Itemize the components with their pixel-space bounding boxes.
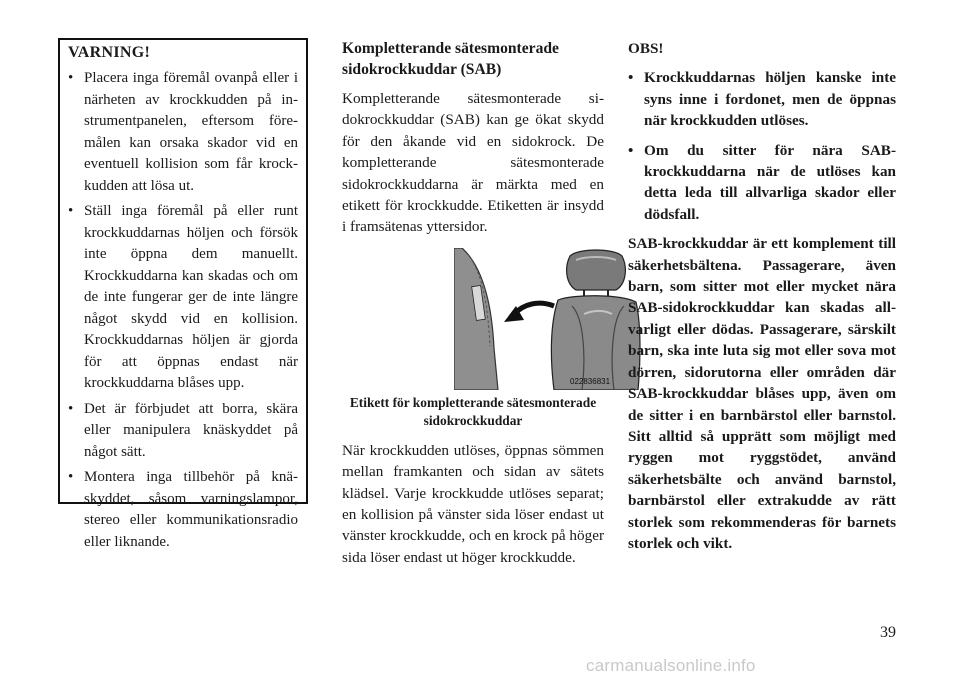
seat-illustration	[454, 248, 644, 390]
deploy-paragraph: När krockkudden utlöses, öppnas sömmen mellan framkanten och sidan av sätets klädsel. Varje krockkudde utlöses separat; en kollision på vänster sida löser endast ut vänster krockkudde, och en krock på höger sida löser endast ut höger krockkudde.	[342, 441, 604, 566]
watermark: carmanualsonline.info	[586, 656, 756, 675]
warning-item: • Ställ inga föremål på eller runt krockkuddarnas höljen och försök inte öppna dem manuellt. Krockkuddarna kan skadas och om de inte fungerar ger de inte längre något skydd vid en kollision. Krockkuddarnas höljen är gjorda för att öppnas endast när krockkuddarna blåses upp.	[68, 201, 298, 395]
warning-item: • Det är förbjudet att borra, skära eller manipulera knäskyddet på något sätt.	[68, 399, 298, 464]
right-column	[628, 38, 896, 554]
warning-item: • Placera inga föremål ovanpå eller i närheten av krockkudden på instrumentpanelen, eftersom föremålen kan orsaka skador vid en eventuell kollision som får krockkudden att lösa ut.	[68, 68, 298, 197]
middle-column	[342, 38, 611, 576]
intro-paragraph: Kompletterande sätesmonterade sidokrockkuddar (SAB) kan ge ökat skydd för den åkande vid en sidokrock. De kompletterande sätesmonterade sidokrockkuddarna är märkta med en etikett för krockkudde. Etiketten är insydd i framsätenas yttersidor.	[342, 90, 604, 236]
note-list	[628, 67, 896, 225]
page-number: 39	[880, 624, 896, 641]
warning-title: VARNING!	[68, 44, 151, 61]
seat-drawing	[454, 248, 644, 390]
figure-caption: Etikett för kompletterande sätesmonterade sidokrockkuddar	[349, 394, 597, 428]
section-heading: Kompletterande sätesmonterade sidokrockkuddar (SAB)	[342, 40, 559, 78]
note-item: • Krockkuddarnas höljen kanske inte syns inne i fordonet, men de öppnas när krockkudden utlöses.	[628, 67, 896, 131]
note-paragraph: SAB-krockkuddar är ett komplement till säkerhetsbältena. Passagerare, även barn, som sitter mot eller mycket nära SAB-sidokrockkuddar kan skadas allvarligt eller dödas. Passagerare, särskilt barn, ska inte luta sig mot eller sova mot dörren, sidorutorna eller områden där SAB-krockkuddar blåses upp, även om de sitter i en barnbärstol eller barnstol. Sitt alltid så upprätt som möjligt med ryggen mot ryggstödet, använd säkerhetsbälte och använd barnstol, barnbärstol eller extrakudde av rätt storlek som rekommenderas för barnets storlek och vikt.	[628, 235, 896, 552]
warning-item: • Montera inga tillbehör på knäskyddet, såsom varningslampor, stereo eller kommunikationsradio eller liknande.	[68, 467, 298, 553]
note-item: • Om du sitter för nära SAB-krockkuddarna när de utlöses kan detta leda till allvarliga skador eller dödsfall.	[628, 140, 896, 226]
warning-list	[68, 68, 298, 553]
note-title: OBS!	[628, 40, 664, 57]
figure-code: 022836831	[570, 376, 611, 386]
warning-box	[58, 38, 308, 550]
